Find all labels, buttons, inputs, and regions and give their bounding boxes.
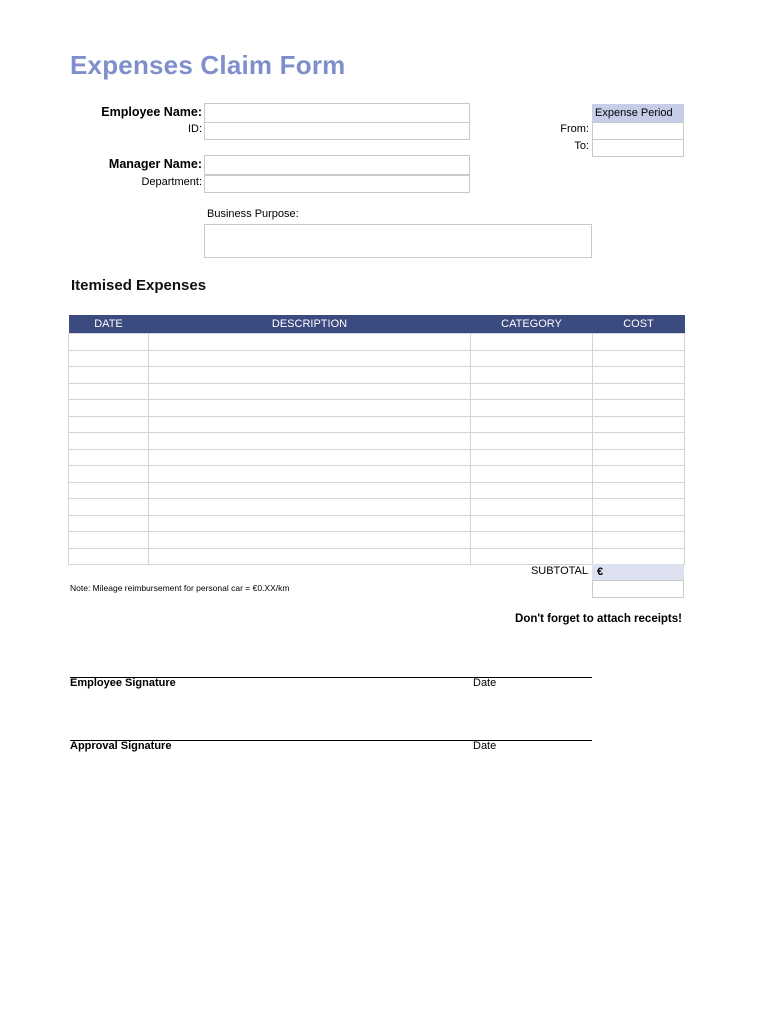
cell-category[interactable]: [471, 433, 593, 450]
cell-cost[interactable]: [593, 334, 685, 351]
cell-date[interactable]: [69, 548, 149, 565]
table-row: [69, 334, 685, 351]
employee-id-label: ID:: [187, 123, 202, 135]
cell-date[interactable]: [69, 482, 149, 499]
cell-description[interactable]: [149, 334, 471, 351]
business-purpose-field[interactable]: [204, 224, 592, 258]
itemised-expenses-title: Itemised Expenses: [71, 277, 207, 294]
mileage-note: Note: Mileage reimbursement for personal car = €0.XX/km: [70, 583, 290, 593]
cell-date[interactable]: [69, 499, 149, 516]
cell-date[interactable]: [69, 334, 149, 351]
cell-description[interactable]: [149, 350, 471, 367]
manager-name-field[interactable]: [204, 155, 470, 175]
table-row: [69, 383, 685, 400]
subtotal-extra-field[interactable]: [592, 580, 684, 598]
table-row: [69, 482, 685, 499]
cell-category[interactable]: [471, 482, 593, 499]
cell-cost[interactable]: [593, 449, 685, 466]
approval-signature-label: Approval Signature: [70, 740, 172, 752]
table-row: [69, 548, 685, 565]
cell-description[interactable]: [149, 416, 471, 433]
receipts-reminder: Don't forget to attach receipts!: [515, 613, 682, 625]
approval-signature-date-label: Date: [473, 740, 497, 752]
cell-description[interactable]: [149, 400, 471, 417]
cell-cost[interactable]: [593, 532, 685, 549]
column-header-date: DATE: [69, 315, 149, 334]
cell-category[interactable]: [471, 532, 593, 549]
department-label: Department:: [141, 176, 202, 188]
cell-date[interactable]: [69, 400, 149, 417]
page-title: Expenses Claim Form: [70, 50, 346, 80]
cell-cost[interactable]: [593, 400, 685, 417]
table-row: [69, 416, 685, 433]
cell-date[interactable]: [69, 433, 149, 450]
cell-category[interactable]: [471, 515, 593, 532]
cell-description[interactable]: [149, 548, 471, 565]
table-header-row: [69, 315, 685, 334]
cell-category[interactable]: [471, 466, 593, 483]
cell-date[interactable]: [69, 350, 149, 367]
cell-cost[interactable]: [593, 482, 685, 499]
cell-date[interactable]: [69, 449, 149, 466]
cell-date[interactable]: [69, 416, 149, 433]
period-from-label: From:: [560, 123, 589, 135]
cell-description[interactable]: [149, 383, 471, 400]
table-row: [69, 367, 685, 384]
table-row: [69, 499, 685, 516]
table-row: [69, 532, 685, 549]
cell-cost[interactable]: [593, 466, 685, 483]
manager-name-label: Manager Name:: [108, 157, 202, 171]
cell-cost[interactable]: [593, 515, 685, 532]
subtotal-value: €: [592, 564, 684, 580]
table-row: [69, 433, 685, 450]
department-field[interactable]: [204, 175, 470, 193]
cell-description[interactable]: [149, 433, 471, 450]
cell-category[interactable]: [471, 548, 593, 565]
table-row: [69, 449, 685, 466]
period-from-field[interactable]: [592, 122, 684, 140]
expense-period-header: Expense Period: [592, 104, 684, 122]
column-header-description: DESCRIPTION: [149, 315, 471, 334]
cell-date[interactable]: [69, 383, 149, 400]
cell-date[interactable]: [69, 367, 149, 384]
cell-cost[interactable]: [593, 383, 685, 400]
cell-category[interactable]: [471, 400, 593, 417]
employee-id-field[interactable]: [204, 122, 470, 140]
column-header-category: CATEGORY: [471, 315, 593, 334]
cell-date[interactable]: [69, 515, 149, 532]
employee-signature-date-label: Date: [473, 677, 497, 689]
table-row: [69, 400, 685, 417]
employee-signature-label: Employee Signature: [70, 677, 176, 689]
cell-category[interactable]: [471, 350, 593, 367]
cell-cost[interactable]: [593, 367, 685, 384]
subtotal-label: SUBTOTAL: [530, 565, 588, 577]
cell-category[interactable]: [471, 449, 593, 466]
table-row: [69, 466, 685, 483]
business-purpose-label: Business Purpose:: [207, 208, 299, 220]
cell-date[interactable]: [69, 532, 149, 549]
employee-name-field[interactable]: [204, 103, 470, 123]
cell-date[interactable]: [69, 466, 149, 483]
cell-cost[interactable]: [593, 350, 685, 367]
cell-category[interactable]: [471, 416, 593, 433]
expenses-table: [68, 315, 685, 565]
cell-description[interactable]: [149, 515, 471, 532]
cell-description[interactable]: [149, 482, 471, 499]
cell-category[interactable]: [471, 334, 593, 351]
table-row: [69, 515, 685, 532]
employee-name-label: Employee Name:: [101, 105, 202, 119]
column-header-cost: COST: [593, 315, 685, 334]
cell-description[interactable]: [149, 499, 471, 516]
cell-category[interactable]: [471, 499, 593, 516]
cell-cost[interactable]: [593, 499, 685, 516]
cell-category[interactable]: [471, 367, 593, 384]
cell-description[interactable]: [149, 466, 471, 483]
table-row: [69, 350, 685, 367]
period-to-field[interactable]: [592, 139, 684, 157]
cell-description[interactable]: [149, 449, 471, 466]
cell-description[interactable]: [149, 532, 471, 549]
period-to-label: To:: [574, 140, 589, 152]
cell-category[interactable]: [471, 383, 593, 400]
cell-description[interactable]: [149, 367, 471, 384]
cell-cost[interactable]: [593, 416, 685, 433]
cell-cost[interactable]: [593, 433, 685, 450]
cell-cost[interactable]: [593, 548, 685, 565]
